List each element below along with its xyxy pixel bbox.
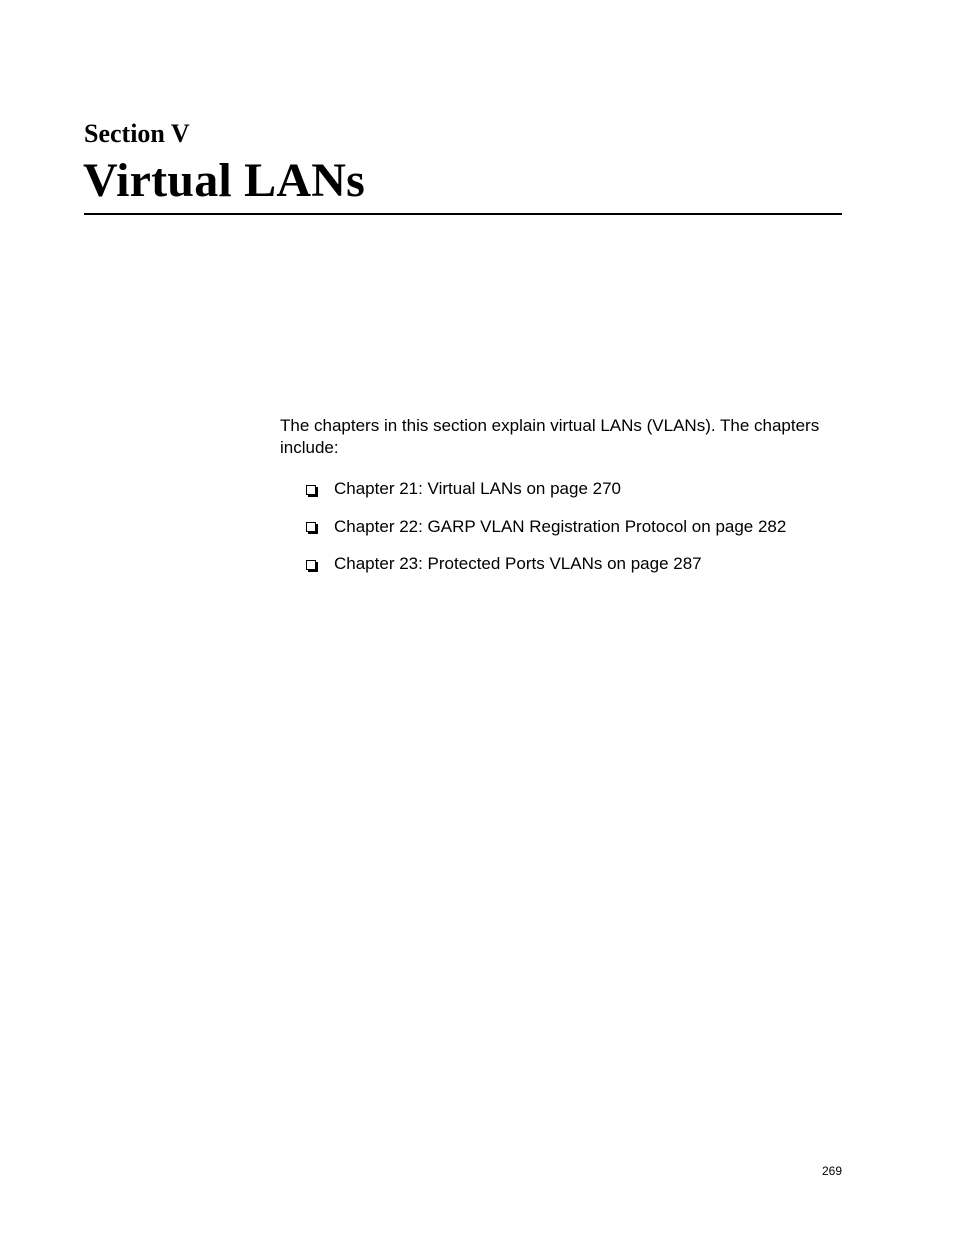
chapter-link[interactable]: Chapter 22: GARP VLAN Registration Protocol on page 282 [334,516,787,536]
list-item [306,516,786,538]
checkbox-icon [306,560,316,570]
chapter-list [306,478,786,591]
list-item [306,478,786,500]
title-divider [84,213,842,215]
page-title: Virtual LANs [83,154,365,207]
list-item [306,553,786,575]
chapter-link[interactable]: Chapter 21: Virtual LANs on page 270 [334,479,621,498]
section-label: Section V [84,119,190,148]
checkbox-icon [306,522,316,532]
checkbox-icon [306,485,316,495]
chapter-link[interactable]: Chapter 23: Protected Ports VLANs on page 287 [334,554,702,573]
intro-paragraph: The chapters in this section explain virtual LANs (VLANs). The chapters include: [280,416,820,457]
page-number: 269 [822,1164,843,1178]
